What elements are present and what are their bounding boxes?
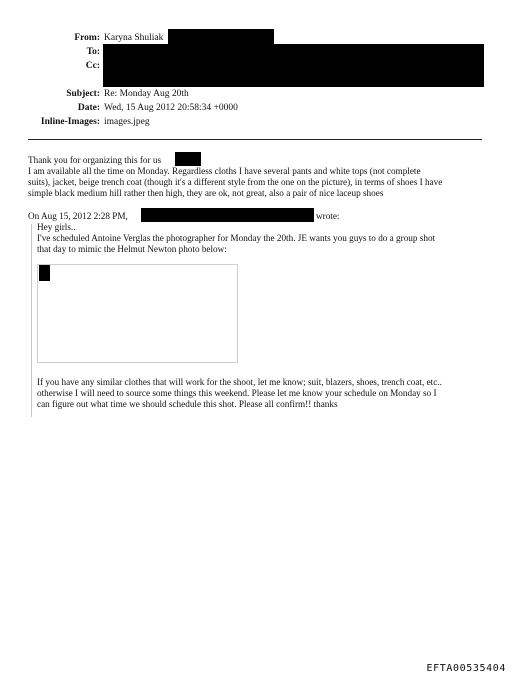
quote-bar: [31, 224, 32, 417]
quoted-closing-2: otherwise I will need to source some things this weekend. Please let me know your schedule on Monday so I: [37, 388, 437, 398]
inline-images-label: Inline-Images:: [40, 117, 100, 127]
broken-image-icon: [39, 265, 50, 281]
subject-value: Re: Monday Aug 20th: [104, 89, 189, 99]
reply-line-3: suits), jacket, beige trench coat (though it's a different style from the one on the picture), in terms of shoes I have: [28, 177, 443, 187]
reply-line-4: simple black medium hill rather then high, they are ok, not great, also a pair of nice laceup shoes: [28, 188, 384, 198]
quoted-closing-1: If you have any similar clothes that will work for the shoot, let me know; suit, blazers, shoes, trench coat, etc..: [37, 377, 442, 387]
date-row: [0, 103, 512, 114]
quote-sender-redaction: [141, 208, 314, 222]
quote-header-prefix: On Aug 15, 2012 2:28 PM,: [28, 211, 128, 221]
cc-label: Cc:: [85, 61, 100, 71]
to-label: To:: [86, 47, 100, 57]
reply-line-2: I am available all the time on Monday. Regardless cloths I have several pants and white tops (not complete: [28, 166, 421, 176]
quoted-closing-3: can figure out what time we should schedule this shot. Please all confirm!! thanks: [37, 399, 338, 409]
quote-header-suffix: wrote:: [316, 211, 340, 221]
reply-line-1-text: Thank you for organizing this for us: [28, 155, 162, 165]
from-value: Karyna Shuliak: [104, 33, 164, 43]
from-label: From:: [74, 33, 100, 43]
date-label: Date:: [77, 103, 100, 113]
subject-label: Subject:: [66, 89, 100, 99]
inline-images-value: images.jpeg: [104, 117, 150, 127]
header-divider: [28, 139, 482, 140]
from-redaction: [168, 29, 274, 44]
inline-image-placeholder: [37, 264, 238, 363]
quoted-line-1: I've scheduled Antoine Verglas the photographer for Monday the 20th. JE wants you guys to do a group shot: [37, 233, 436, 243]
subject-row: [0, 89, 512, 100]
quoted-line-2: that day to mimic the Helmut Newton photo below:: [37, 244, 227, 254]
document-id: EFTA00535404: [426, 663, 506, 674]
quoted-greeting: Hey girls..: [37, 222, 76, 232]
inline-images-row: [0, 117, 512, 128]
date-value: Wed, 15 Aug 2012 20:58:34 +0000: [104, 103, 238, 113]
reply-name-redaction: [175, 152, 201, 166]
reply-line-1: [28, 155, 191, 166]
to-cc-redaction: [103, 44, 484, 87]
